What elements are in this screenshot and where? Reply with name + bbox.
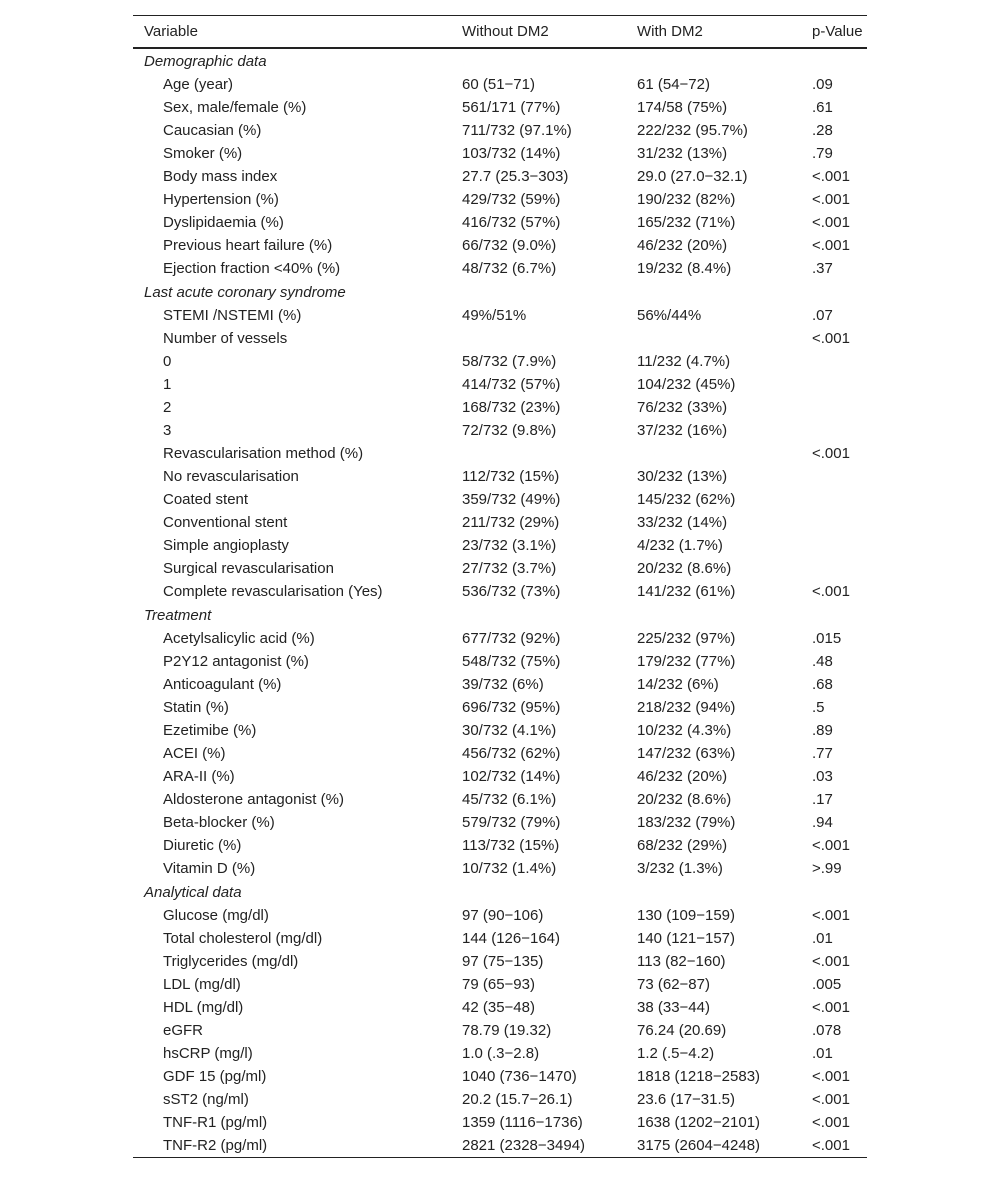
row-with-dm2: 30/232 (13%) [637,468,728,485]
table-row [133,257,867,280]
row-with-dm2: 19/232 (8.4%) [637,260,732,277]
row-p-value: .03 [812,768,833,785]
row-variable: Caucasian (%) [163,122,262,139]
row-with-dm2: 3/232 (1.3%) [637,860,723,877]
row-without-dm2: 677/732 (92%) [462,630,561,647]
row-with-dm2: 20/232 (8.6%) [637,560,732,577]
row-with-dm2: 37/232 (16%) [637,422,728,439]
row-without-dm2: 561/171 (77%) [462,99,561,116]
row-variable: Diuretic (%) [163,837,242,854]
row-p-value: .005 [812,976,842,993]
row-with-dm2: 3175 (2604−4248) [637,1137,761,1154]
row-with-dm2: 76/232 (33%) [637,399,728,416]
section-title: Analytical data [144,884,242,901]
table-row [133,627,867,650]
table-row [133,950,867,973]
table-row [133,834,867,857]
section-title: Last acute coronary syndrome [144,284,346,301]
row-without-dm2: 696/732 (95%) [462,699,561,716]
row-variable: Smoker (%) [163,145,243,162]
table-row [133,765,867,788]
row-without-dm2: 536/732 (73%) [462,583,561,600]
table-row [133,119,867,142]
section-header-row [133,48,867,73]
row-without-dm2: 711/732 (97.1%) [462,122,572,139]
row-without-dm2: 79 (65−93) [462,976,535,993]
row-p-value: <.001 [812,999,850,1016]
row-with-dm2: 23.6 (17−31.5) [637,1091,735,1108]
data-table [133,15,867,1158]
header-with-dm2: With DM2 [637,23,703,40]
row-with-dm2: 165/232 (71%) [637,214,736,231]
row-p-value: <.001 [812,953,850,970]
row-p-value: .015 [812,630,842,647]
row-p-value: .28 [812,122,833,139]
table-row [133,511,867,534]
table-row [133,973,867,996]
row-p-value: <.001 [812,1068,850,1085]
row-without-dm2 [462,327,637,350]
row-p-value [812,350,867,373]
table-row [133,234,867,257]
row-without-dm2: 429/732 (59%) [462,191,561,208]
row-variable: STEMI /NSTEMI (%) [163,307,302,324]
row-with-dm2: 14/232 (6%) [637,676,719,693]
section-title: Demographic data [144,53,267,70]
row-variable: ACEI (%) [163,745,226,762]
table-row [133,442,867,465]
row-without-dm2: 1.0 (.3−2.8) [462,1045,540,1062]
row-variable: Coated stent [163,491,249,508]
row-variable: 1 [163,376,172,393]
header-p-value: p-Value [812,23,863,40]
row-p-value: .01 [812,930,833,947]
table-container [133,15,867,1158]
row-with-dm2: 38 (33−44) [637,999,710,1016]
row-with-dm2: 141/232 (61%) [637,583,736,600]
row-p-value: <.001 [812,837,850,854]
row-p-value: <.001 [812,583,850,600]
row-with-dm2: 33/232 (14%) [637,514,728,531]
row-without-dm2: 72/732 (9.8%) [462,422,557,439]
row-with-dm2: 145/232 (62%) [637,491,736,508]
row-variable: 3 [163,422,172,439]
table-row [133,1019,867,1042]
table-row [133,904,867,927]
table-row [133,327,867,350]
header-row [133,16,867,49]
row-with-dm2 [637,327,812,350]
table-row [133,927,867,950]
row-with-dm2: 11/232 (4.7%) [637,353,731,370]
row-p-value [812,534,867,557]
row-with-dm2: 76.24 (20.69) [637,1022,727,1039]
table-row [133,1134,867,1158]
table-row [133,1065,867,1088]
row-variable: sST2 (ng/ml) [163,1091,249,1108]
section-header-row [133,603,867,627]
row-without-dm2: 579/732 (79%) [462,814,561,831]
row-variable: Total cholesterol (mg/dl) [163,930,323,947]
row-p-value: <.001 [812,907,850,924]
row-with-dm2: 56%/44% [637,307,702,324]
row-with-dm2: 68/232 (29%) [637,837,728,854]
row-without-dm2: 211/732 (29%) [462,514,560,531]
table-row [133,211,867,234]
table-row [133,1042,867,1065]
row-p-value [812,396,867,419]
row-p-value [812,488,867,511]
row-with-dm2: 1818 (1218−2583) [637,1068,761,1085]
table-row [133,650,867,673]
row-variable: Simple angioplasty [163,537,289,554]
row-with-dm2: 1.2 (.5−4.2) [637,1045,715,1062]
row-without-dm2: 1040 (736−1470) [462,1068,577,1085]
row-with-dm2: 222/232 (95.7%) [637,122,748,139]
row-variable: Body mass index [163,168,278,185]
row-with-dm2: 218/232 (94%) [637,699,736,716]
row-with-dm2: 61 (54−72) [637,76,710,93]
row-with-dm2: 104/232 (45%) [637,376,736,393]
row-variable: Sex, male/female (%) [163,99,307,116]
row-with-dm2: 10/232 (4.3%) [637,722,732,739]
row-without-dm2: 112/732 (15%) [462,468,560,485]
row-p-value: .5 [812,699,825,716]
row-variable: ARA-II (%) [163,768,235,785]
table-row [133,350,867,373]
table-row [133,1088,867,1111]
table-row [133,719,867,742]
row-variable: Revascularisation method (%) [163,445,364,462]
row-with-dm2: 147/232 (63%) [637,745,736,762]
row-with-dm2: 4/232 (1.7%) [637,537,723,554]
row-variable: P2Y12 antagonist (%) [163,653,309,670]
row-variable: Dyslipidaemia (%) [163,214,284,231]
row-p-value: <.001 [812,191,850,208]
row-variable: TNF-R2 (pg/ml) [163,1137,268,1154]
row-variable: Triglycerides (mg/dl) [163,953,299,970]
row-variable: Anticoagulant (%) [163,676,282,693]
row-with-dm2 [637,442,812,465]
row-variable: Hypertension (%) [163,191,279,208]
row-without-dm2: 103/732 (14%) [462,145,561,162]
row-without-dm2: 416/732 (57%) [462,214,561,231]
row-p-value: .77 [812,745,833,762]
row-p-value [812,557,867,580]
row-variable: Complete revascularisation (Yes) [163,583,383,600]
row-p-value [812,511,867,534]
row-without-dm2: 78.79 (19.32) [462,1022,552,1039]
row-without-dm2: 97 (75−135) [462,953,544,970]
row-p-value: <.001 [812,214,850,231]
row-variable: No revascularisation [163,468,299,485]
table-row [133,188,867,211]
row-without-dm2: 48/732 (6.7%) [462,260,557,277]
row-without-dm2: 456/732 (62%) [462,745,561,762]
row-p-value: <.001 [812,445,850,462]
row-variable: Surgical revascularisation [163,560,334,577]
table-row [133,580,867,603]
row-without-dm2: 113/732 (15%) [462,837,560,854]
row-variable: Number of vessels [163,330,288,347]
row-without-dm2: 42 (35−48) [462,999,535,1016]
table-row [133,557,867,580]
table-row [133,96,867,119]
section-title: Treatment [144,607,212,624]
row-p-value: .17 [812,791,833,808]
row-p-value: .48 [812,653,833,670]
table-row [133,396,867,419]
row-without-dm2: 30/732 (4.1%) [462,722,557,739]
row-variable: Ezetimibe (%) [163,722,257,739]
table-row [133,304,867,327]
row-variable: Conventional stent [163,514,288,531]
row-p-value: .37 [812,260,833,277]
row-p-value: .68 [812,676,833,693]
row-variable: Age (year) [163,76,234,93]
row-without-dm2: 27.7 (25.3−303) [462,168,569,185]
row-without-dm2: 10/732 (1.4%) [462,860,557,877]
row-p-value: .07 [812,307,833,324]
row-without-dm2: 144 (126−164) [462,930,560,947]
row-variable: hsCRP (mg/l) [163,1045,253,1062]
table-row [133,788,867,811]
row-p-value: .61 [812,99,833,116]
row-with-dm2: 179/232 (77%) [637,653,736,670]
row-p-value [812,419,867,442]
row-p-value: <.001 [812,168,850,185]
row-p-value: .94 [812,814,833,831]
table-row [133,696,867,719]
row-with-dm2: 130 (109−159) [637,907,735,924]
row-p-value: >.99 [812,860,842,877]
header-variable: Variable [144,23,198,40]
row-with-dm2: 113 (82−160) [637,953,726,970]
table-row [133,73,867,96]
section-header-row [133,280,867,304]
row-variable: Vitamin D (%) [163,860,256,877]
row-variable: 0 [163,353,172,370]
table-row [133,488,867,511]
row-without-dm2: 102/732 (14%) [462,768,561,785]
row-without-dm2: 97 (90−106) [462,907,544,924]
table-row [133,1111,867,1134]
table-row [133,373,867,396]
table-row [133,165,867,188]
row-without-dm2: 1359 (1116−1736) [462,1114,583,1131]
row-p-value: <.001 [812,1137,850,1154]
row-variable: 2 [163,399,172,416]
row-p-value: <.001 [812,1091,850,1108]
row-without-dm2: 23/732 (3.1%) [462,537,557,554]
row-variable: Ejection fraction <40% (%) [163,260,341,277]
row-with-dm2: 46/232 (20%) [637,768,728,785]
row-without-dm2: 58/732 (7.9%) [462,353,557,370]
row-variable: Acetylsalicylic acid (%) [163,630,315,647]
table-row [133,419,867,442]
table-row [133,142,867,165]
row-without-dm2: 20.2 (15.7−26.1) [462,1091,573,1108]
row-without-dm2: 168/732 (23%) [462,399,561,416]
row-variable: GDF 15 (pg/ml) [163,1068,267,1085]
table-row [133,742,867,765]
table-row [133,534,867,557]
table-row [133,811,867,834]
section-header-row [133,880,867,904]
table-row [133,996,867,1019]
table-row [133,673,867,696]
row-variable: Glucose (mg/dl) [163,907,269,924]
row-p-value: .79 [812,145,833,162]
row-p-value: <.001 [812,237,850,254]
row-with-dm2: 20/232 (8.6%) [637,791,732,808]
row-with-dm2: 190/232 (82%) [637,191,736,208]
table-body [133,48,867,1158]
header-without-dm2: Without DM2 [462,23,549,40]
row-variable: HDL (mg/dl) [163,999,244,1016]
row-with-dm2: 1638 (1202−2101) [637,1114,761,1131]
row-with-dm2: 174/58 (75%) [637,99,728,116]
row-p-value: .89 [812,722,833,739]
row-variable: Previous heart failure (%) [163,237,333,254]
row-without-dm2: 66/732 (9.0%) [462,237,557,254]
row-without-dm2: 2821 (2328−3494) [462,1137,586,1154]
row-with-dm2: 225/232 (97%) [637,630,736,647]
row-p-value: <.001 [812,330,850,347]
row-with-dm2: 31/232 (13%) [637,145,728,162]
row-without-dm2: 39/732 (6%) [462,676,544,693]
row-without-dm2: 414/732 (57%) [462,376,561,393]
row-without-dm2: 60 (51−71) [462,76,535,93]
row-without-dm2: 45/732 (6.1%) [462,791,557,808]
row-with-dm2: 140 (121−157) [637,930,735,947]
row-with-dm2: 183/232 (79%) [637,814,736,831]
row-without-dm2: 359/732 (49%) [462,491,561,508]
row-variable: TNF-R1 (pg/ml) [163,1114,268,1131]
row-without-dm2: 548/732 (75%) [462,653,561,670]
row-without-dm2: 49%/51% [462,307,527,324]
row-with-dm2: 29.0 (27.0−32.1) [637,168,748,185]
row-p-value: .01 [812,1045,833,1062]
row-without-dm2: 27/732 (3.7%) [462,560,557,577]
row-variable: Aldosterone antagonist (%) [163,791,344,808]
row-p-value: .078 [812,1022,842,1039]
row-with-dm2: 46/232 (20%) [637,237,728,254]
row-without-dm2 [462,442,637,465]
row-variable: Statin (%) [163,699,229,716]
table-row [133,465,867,488]
row-p-value: .09 [812,76,833,93]
row-variable: LDL (mg/dl) [163,976,241,993]
row-p-value [812,465,867,488]
row-variable: Beta-blocker (%) [163,814,275,831]
row-with-dm2: 73 (62−87) [637,976,710,993]
row-p-value: <.001 [812,1114,850,1131]
row-variable: eGFR [163,1022,204,1039]
row-p-value [812,373,867,396]
table-row [133,857,867,880]
